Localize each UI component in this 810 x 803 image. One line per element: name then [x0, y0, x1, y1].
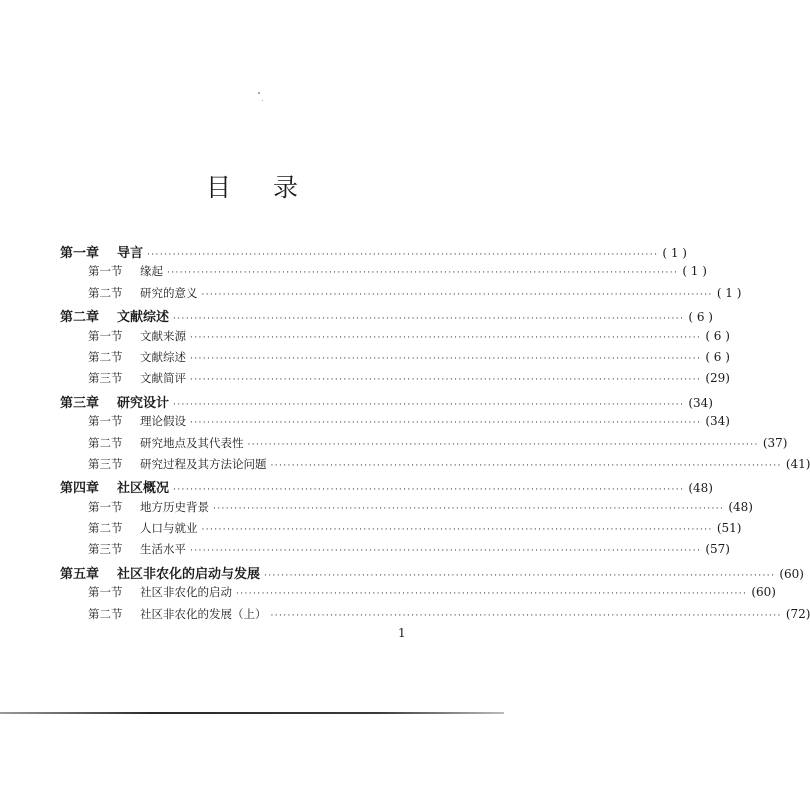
- toc-title-char-1: 目: [205, 173, 231, 202]
- dot-leader: ························································································································: [190, 546, 702, 557]
- toc-entry-heading: [88, 606, 267, 622]
- toc-chapter-row: [60, 477, 713, 498]
- entry-title: 社区非农化的启动: [140, 585, 232, 600]
- dot-leader: ························································································································: [236, 589, 748, 600]
- entry-title: 研究过程及其方法论问题: [140, 456, 267, 471]
- toc-section-row: [60, 285, 742, 306]
- chapter-label: 第三章: [60, 395, 100, 411]
- toc-section-row: [60, 520, 742, 541]
- entry-page-number: (57): [705, 542, 730, 557]
- entry-title: 研究的意义: [140, 285, 198, 300]
- toc-title: [0, 168, 504, 204]
- section-label: 第二节: [88, 606, 123, 621]
- dot-leader: ························································································································: [213, 503, 725, 514]
- toc-chapter-row: [60, 306, 713, 327]
- toc-section-row: [60, 584, 776, 605]
- toc-entry-heading: [88, 435, 244, 451]
- dot-leader: ························································································································: [190, 353, 702, 364]
- entry-title: 生活水平: [140, 542, 186, 557]
- dot-leader: ························································································································: [173, 314, 685, 325]
- entry-page-number: (48): [688, 481, 713, 496]
- entry-title: 社区非农化的发展（上）: [140, 606, 267, 621]
- entry-title: 理论假设: [140, 414, 186, 429]
- entry-title: 社区概况: [117, 481, 170, 497]
- chapter-label: 第一章: [60, 246, 100, 261]
- entry-title: 导言: [117, 246, 144, 261]
- section-label: 第二节: [88, 435, 123, 450]
- scan-speck: [262, 100, 263, 101]
- entry-title: 缘起: [140, 264, 163, 279]
- toc-section-row: [60, 541, 730, 562]
- toc-section-row: [60, 349, 730, 370]
- toc-entry-heading: [60, 306, 169, 325]
- entry-page-number: (60): [751, 585, 776, 600]
- section-label: 第一节: [88, 585, 123, 600]
- toc-chapter-row: [60, 242, 687, 263]
- entry-page-number: (41): [785, 456, 810, 471]
- toc-chapter-row: [60, 392, 713, 413]
- chapter-label: 第二章: [60, 310, 100, 326]
- toc-section-row: [60, 328, 730, 349]
- dot-leader: ························································································································: [173, 485, 685, 496]
- entry-page-number: ( 1 ): [716, 285, 742, 300]
- toc-entry-heading: [60, 392, 169, 411]
- section-label: 第三节: [88, 456, 123, 471]
- section-label: 第二节: [88, 349, 123, 364]
- toc-entry-heading: [60, 477, 169, 496]
- dot-leader: ························································································································: [270, 610, 782, 621]
- toc-section-row: [60, 435, 788, 456]
- toc-entry-heading: [88, 499, 209, 515]
- entry-page-number: (29): [705, 371, 730, 386]
- table-of-contents: [60, 242, 810, 627]
- dot-leader: ························································································································: [167, 268, 679, 279]
- scan-speck: [258, 92, 260, 94]
- dot-leader: ························································································································: [173, 399, 685, 410]
- section-label: 第二节: [88, 521, 123, 536]
- dot-leader: ························································································································: [190, 332, 702, 343]
- dot-leader: ························································································································: [270, 460, 782, 471]
- entry-page-number: (72): [785, 606, 810, 621]
- entry-page-number: (51): [716, 521, 742, 536]
- toc-entry-heading: [88, 520, 198, 536]
- toc-entry-heading: [60, 242, 143, 261]
- page-bottom-rule: [0, 712, 504, 714]
- toc-entry-heading: [60, 563, 260, 582]
- entry-page-number: (48): [728, 499, 753, 514]
- chapter-label: 第四章: [60, 481, 100, 497]
- section-label: 第一节: [88, 328, 123, 343]
- entry-title: 地方历史背景: [140, 499, 209, 514]
- toc-entry-heading: [88, 413, 186, 429]
- entry-page-number: (34): [688, 395, 713, 410]
- section-label: 第一节: [88, 414, 123, 429]
- toc-chapter-row: [60, 563, 804, 584]
- chapter-label: 第五章: [60, 566, 100, 582]
- toc-entry-heading: [88, 541, 186, 557]
- section-label: 第三节: [88, 542, 123, 557]
- entry-page-number: ( 6 ): [705, 349, 730, 364]
- entry-title: 社区非农化的启动与发展: [117, 566, 261, 582]
- toc-entry-heading: [88, 456, 267, 472]
- entry-title: 文献综述: [117, 310, 170, 326]
- dot-leader: ························································································································: [190, 375, 702, 386]
- entry-page-number: ( 1 ): [662, 246, 687, 260]
- entry-page-number: ( 6 ): [705, 328, 730, 343]
- entry-title: 人口与就业: [140, 521, 198, 536]
- section-label: 第一节: [88, 264, 123, 279]
- toc-entry-heading: [88, 584, 232, 600]
- toc-entry-heading: [88, 263, 163, 279]
- toc-entry-heading: [88, 285, 198, 301]
- entry-title: 研究地点及其代表性: [140, 435, 244, 450]
- toc-entry-heading: [88, 370, 186, 386]
- section-label: 第一节: [88, 499, 123, 514]
- toc-section-row: [60, 606, 810, 627]
- toc-section-row: [60, 456, 810, 477]
- toc-section-row: [60, 370, 730, 391]
- toc-entry-heading: [88, 349, 186, 365]
- section-label: 第二节: [88, 285, 123, 300]
- entry-page-number: ( 1 ): [682, 264, 707, 279]
- entry-page-number: (60): [779, 566, 804, 581]
- entry-page-number: (37): [762, 435, 788, 450]
- entry-title: 研究设计: [117, 395, 170, 411]
- entry-page-number: ( 6 ): [688, 310, 713, 325]
- dot-leader: ························································································································: [264, 570, 776, 581]
- entry-page-number: (34): [705, 414, 730, 429]
- dot-leader: ························································································································: [201, 525, 713, 536]
- page-number: 1: [398, 626, 406, 640]
- dot-leader: ························································································································: [190, 418, 702, 429]
- toc-entry-heading: [88, 328, 186, 344]
- toc-title-char-2: 录: [273, 173, 299, 202]
- section-label: 第三节: [88, 371, 123, 386]
- dot-leader: ························································································································: [201, 289, 713, 300]
- dot-leader: ························································································································: [247, 439, 759, 450]
- toc-section-row: [60, 263, 707, 284]
- toc-section-row: [60, 499, 753, 520]
- toc-section-row: [60, 413, 730, 434]
- entry-title: 文献简评: [140, 371, 186, 386]
- dot-leader: ························································································································: [147, 250, 659, 260]
- entry-title: 文献综述: [140, 349, 186, 364]
- entry-title: 文献来源: [140, 328, 186, 343]
